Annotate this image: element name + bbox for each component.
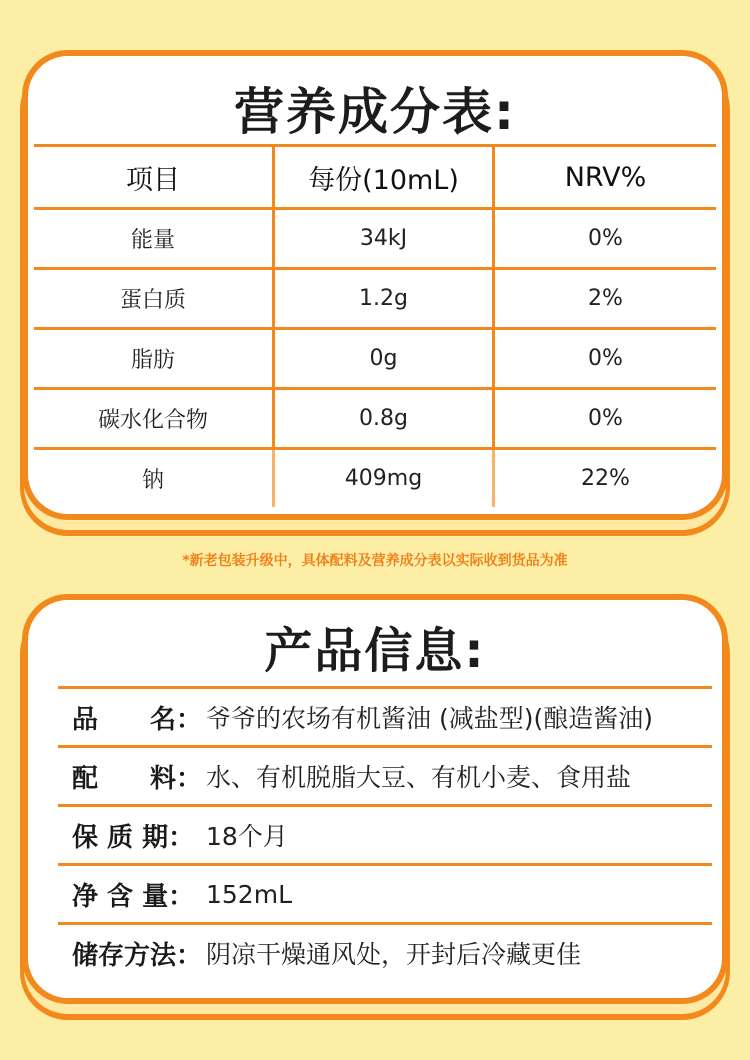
item-nrv: 22% bbox=[492, 450, 716, 507]
product-label: 配 料： bbox=[72, 763, 203, 794]
product-info-list bbox=[58, 686, 712, 981]
table-row bbox=[34, 327, 716, 387]
table-row bbox=[34, 447, 716, 507]
product-value: 阴凉干燥通风处，开封后冷藏更佳 bbox=[206, 940, 582, 969]
product-value: 水、有机脱脂大豆、有机小麦、食用盐 bbox=[206, 763, 632, 792]
item-amount: 1.2g bbox=[272, 270, 492, 327]
item-amount: 0g bbox=[272, 330, 492, 387]
table-row bbox=[34, 207, 716, 267]
product-value: 152mL bbox=[206, 879, 292, 909]
header-item: 项目 bbox=[126, 164, 180, 196]
header-per-serving: 每份(10mL) bbox=[272, 147, 492, 207]
nutrition-title: 营养成分表: bbox=[234, 83, 516, 141]
nutrition-card bbox=[22, 50, 728, 520]
product-label: 净 含 量： bbox=[72, 881, 195, 912]
product-info-card bbox=[22, 594, 728, 1004]
product-row-name bbox=[58, 686, 712, 745]
product-title: 产品信息: bbox=[264, 623, 486, 679]
item-name: 碳水化合物 bbox=[97, 408, 208, 433]
item-name: 能量 bbox=[130, 228, 175, 253]
product-row-ingredients bbox=[58, 745, 712, 804]
item-amount: 409mg bbox=[272, 450, 492, 507]
product-value: 18个月 bbox=[206, 822, 288, 851]
item-name: 脂肪 bbox=[130, 348, 175, 373]
table-row bbox=[34, 267, 716, 327]
product-row-shelf-life bbox=[58, 804, 712, 863]
table-header-row bbox=[34, 144, 716, 207]
item-name: 钠 bbox=[141, 468, 164, 493]
product-row-storage bbox=[58, 922, 712, 981]
item-name: 蛋白质 bbox=[119, 288, 186, 313]
item-nrv: 0% bbox=[492, 390, 716, 447]
item-amount: 34kJ bbox=[272, 210, 492, 267]
product-label: 保 质 期： bbox=[72, 822, 195, 853]
product-label: 品 名： bbox=[72, 704, 203, 735]
nutrition-table bbox=[34, 144, 716, 507]
item-amount: 0.8g bbox=[272, 390, 492, 447]
packaging-notice: *新老包装升级中，具体配料及营养成分表以实际收到货品为准 bbox=[182, 553, 568, 569]
item-nrv: 0% bbox=[492, 330, 716, 387]
product-label: 储存方法： bbox=[72, 940, 203, 971]
product-row-net-content bbox=[58, 863, 712, 922]
product-value: 爷爷的农场有机酱油 (减盐型)(酿造酱油) bbox=[206, 704, 653, 733]
item-nrv: 0% bbox=[492, 210, 716, 267]
table-row bbox=[34, 387, 716, 447]
item-nrv: 2% bbox=[492, 270, 716, 327]
header-nrv: NRV% bbox=[492, 147, 716, 207]
